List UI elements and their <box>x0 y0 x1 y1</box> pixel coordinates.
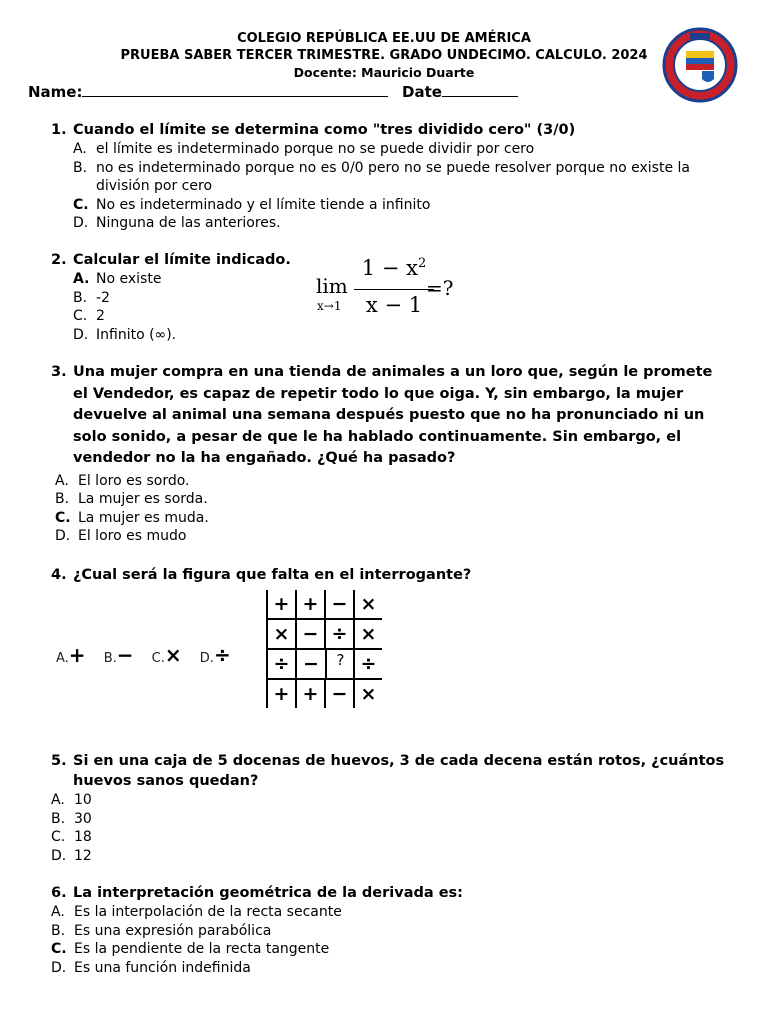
question-title: La interpretación geométrica de la derivada es: <box>73 885 463 901</box>
question-number: 1. <box>51 122 67 138</box>
date-field[interactable] <box>402 82 518 101</box>
equals-question: =? <box>426 276 454 300</box>
option-text: 18 <box>74 829 92 845</box>
option-b[interactable] <box>55 490 731 509</box>
option-text: -2 <box>96 289 110 306</box>
grid-row <box>267 590 382 619</box>
option-text: Es una expresión parabólica <box>74 922 272 939</box>
fraction-bar <box>354 289 434 290</box>
grid-cell: ÷ <box>325 619 354 649</box>
grid-cell: ÷ <box>354 649 382 679</box>
option-letter: D. <box>199 651 214 666</box>
times-symbol: × <box>164 643 182 667</box>
option-letter: B. <box>55 491 70 507</box>
question-number: 4. <box>51 567 67 583</box>
question-title: Si en una caja de 5 docenas de huevos, 3 de cada decena están rotos, ¿cuántos huevos sanos quedan? <box>73 753 725 789</box>
question-title: Cuando el límite se determina como "tres dividido cero" (3/0) <box>73 122 576 138</box>
question-number: 2. <box>51 252 67 268</box>
question-number: 6. <box>51 885 67 901</box>
grid-cell: × <box>267 619 296 649</box>
question-2 <box>51 250 331 344</box>
option-letter: A. <box>51 792 65 808</box>
option-text: el límite es indeterminado porque no se puede dividir por cero <box>96 141 535 157</box>
option-b[interactable] <box>51 810 741 829</box>
question-title: Una mujer compra en una tienda de animales a un loro que, según le promete el Vendedor, es capaz de repetir todo lo que oiga. Y, sin embargo, la mujer devuelve al animal una semana después puesto que no ha pronunciado ni un solo sonido, a pesar de que le ha hablado continuamente. Sin embargo, el vendedor no la ha engañado. ¿Qué ha pasado? <box>73 364 713 466</box>
option-letter: A. <box>51 904 65 920</box>
question-3 <box>51 362 731 546</box>
name-blank[interactable] <box>82 82 388 97</box>
grid-cell: + <box>267 590 296 619</box>
name-label: Name: <box>28 83 83 101</box>
option-letter: B. <box>73 159 88 176</box>
option-letter: D. <box>51 959 67 976</box>
option-letter: C. <box>55 509 71 526</box>
option-d[interactable] <box>73 214 731 233</box>
option-text: El loro es sordo. <box>78 472 190 489</box>
option-letter: D. <box>55 528 71 544</box>
option-a[interactable] <box>73 270 331 289</box>
option-d[interactable] <box>199 643 245 667</box>
denominator: x − 1 <box>365 293 423 317</box>
option-letter: C. <box>51 941 67 957</box>
option-letter: C. <box>51 829 66 845</box>
option-c[interactable] <box>73 307 331 326</box>
question-4 <box>51 565 731 585</box>
name-field[interactable] <box>28 82 388 101</box>
option-text: Es una función indefinida <box>74 959 251 976</box>
question-title: Calcular el límite indicado. <box>73 252 291 268</box>
option-b[interactable] <box>73 289 331 308</box>
question-number: 3. <box>51 364 67 380</box>
grid-cell: − <box>296 649 325 679</box>
school-name: COLEGIO REPÚBLICA EE.UU DE AMÉRICA <box>237 31 531 46</box>
option-letter: D. <box>73 215 89 231</box>
option-letter: A. <box>56 651 69 666</box>
option-c[interactable] <box>55 509 731 528</box>
question-number: 5. <box>51 753 67 769</box>
option-a[interactable] <box>51 791 741 810</box>
date-label: Date <box>402 83 442 101</box>
option-c[interactable] <box>73 196 731 215</box>
school-crest-logo <box>662 27 738 103</box>
exam-title: PRUEBA SABER TERCER TRIMESTRE. GRADO UNDECIMO. CALCULO. 2024 <box>120 48 648 63</box>
option-a[interactable] <box>56 643 100 667</box>
option-letter: A. <box>73 271 90 287</box>
option-a[interactable] <box>73 140 731 159</box>
grid-cell: − <box>325 590 354 619</box>
grid-cell-missing: ? <box>325 650 354 680</box>
option-d[interactable] <box>51 847 741 866</box>
option-text: La mujer es sorda. <box>78 491 208 507</box>
exponent: 2 <box>417 256 427 271</box>
grid-cell: + <box>267 679 296 708</box>
grid-cell: + <box>296 590 325 619</box>
option-text: 12 <box>74 847 92 864</box>
lim-subscript: x→1 <box>317 299 342 313</box>
option-letter: D. <box>73 326 89 343</box>
symbol-grid <box>266 590 382 708</box>
option-a[interactable] <box>55 472 731 491</box>
minus-symbol: − <box>116 643 134 667</box>
question-6 <box>51 883 731 977</box>
option-b[interactable] <box>73 159 731 196</box>
q4-answer-options <box>56 643 245 667</box>
option-text: Ninguna de las anteriores. <box>96 215 281 231</box>
question-title: ¿Cual será la figura que falta en el interrogante? <box>73 567 472 583</box>
option-a[interactable] <box>51 903 731 922</box>
option-text: 10 <box>74 792 92 808</box>
option-text: 2 <box>96 308 105 324</box>
option-text: Infinito (∞). <box>96 326 177 343</box>
question-1 <box>51 120 731 233</box>
option-text: La mujer es muda. <box>78 509 209 526</box>
option-d[interactable] <box>73 326 331 345</box>
grid-cell: × <box>354 679 382 708</box>
option-text: Es la pendiente de la recta tangente <box>74 941 330 957</box>
option-c[interactable] <box>51 940 731 959</box>
option-letter: A. <box>55 472 69 489</box>
grid-row <box>267 619 382 649</box>
numerator <box>356 256 432 280</box>
teacher-label: Docente: Mauricio Duarte <box>293 65 475 80</box>
divide-symbol: ÷ <box>213 643 231 667</box>
grid-cell: ÷ <box>267 649 296 679</box>
option-letter: B. <box>51 922 66 939</box>
grid-cell: − <box>296 619 325 649</box>
option-text: No es indeterminado y el límite tiende a infinito <box>96 196 431 213</box>
option-d[interactable] <box>51 959 731 978</box>
option-text: no es indeterminado porque no es 0/0 pero no se puede resolver porque no existe la división por cero <box>96 159 690 194</box>
grid-cell: × <box>354 619 382 649</box>
option-text: 30 <box>74 810 92 827</box>
date-blank[interactable] <box>442 82 518 97</box>
option-letter: C. <box>73 196 89 213</box>
option-letter: B. <box>103 651 117 666</box>
option-c[interactable] <box>151 643 196 667</box>
grid-cell: + <box>296 679 325 708</box>
option-letter: A. <box>73 141 87 157</box>
grid-cell: − <box>325 679 354 708</box>
grid-row <box>267 679 382 708</box>
option-text: Es la interpolación de la recta secante <box>74 904 342 920</box>
option-text: No existe <box>96 271 162 287</box>
plus-symbol: + <box>68 643 86 667</box>
numerator-text: 1 − x <box>361 256 418 280</box>
option-letter: B. <box>73 289 88 306</box>
option-letter: B. <box>51 810 66 827</box>
lim-symbol: lim <box>316 274 348 298</box>
question-5 <box>51 751 741 865</box>
option-text: El loro es mudo <box>78 528 187 544</box>
grid-row <box>267 649 382 679</box>
option-c[interactable] <box>51 828 741 847</box>
option-b[interactable] <box>103 643 148 667</box>
grid-cell: × <box>354 590 382 619</box>
option-b[interactable] <box>51 922 731 941</box>
option-letter: C. <box>151 651 165 666</box>
option-letter: C. <box>73 308 88 324</box>
option-letter: D. <box>51 847 67 864</box>
option-d[interactable] <box>55 527 731 546</box>
